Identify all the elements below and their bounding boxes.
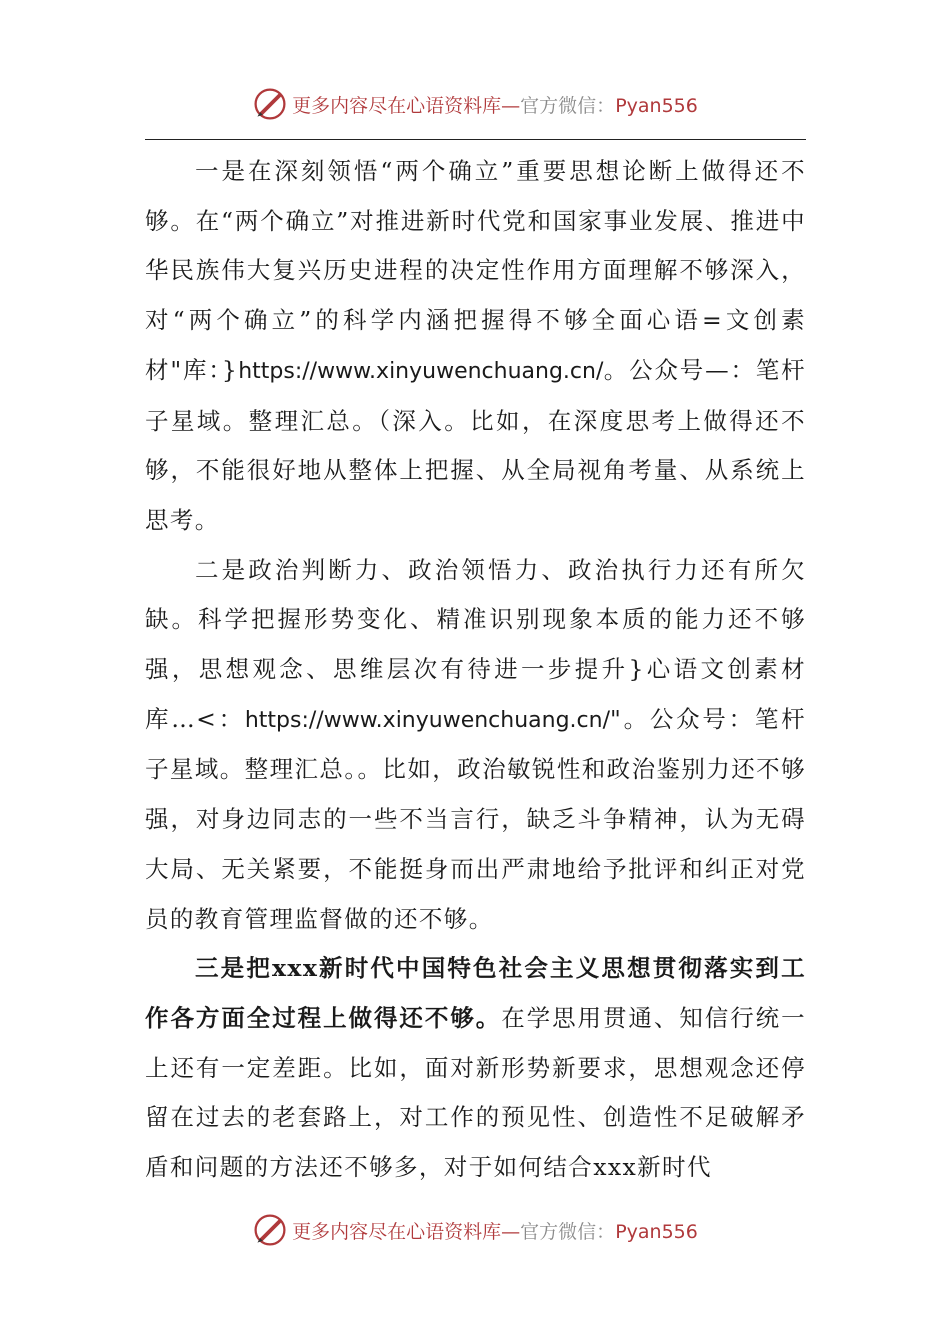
footer-banner — [0, 1210, 950, 1250]
paragraph-1: 一是在深刻领悟“两个确立”重要思想论断上做得还不够。在“两个确立”对推进新时代党和国家事业发展、推进中华民族伟大复兴历史进程的决定性作用方面理解不够深入，对“两个确立”的科学内涵把握得不够全面心语=文创素材"库：}https://www.xinyuwenchuang.cn/。公众号—：笔杆子星域。整理汇总。（深入。比如，在深度思考上做得还不够，不能很好地从整体上把握、从全局视角考量、从系统上思考。 — [145, 157, 807, 534]
pen-logo-icon — [252, 86, 288, 122]
link-url[interactable]: https://www.xinyuwenchuang.cn/ — [238, 358, 604, 384]
link-url[interactable]: https://www.xinyuwenchuang.cn/ — [244, 707, 610, 733]
footer-banner-text: 更多内容尽在心语资料库—官方微信：Pyan556 — [292, 1220, 698, 1243]
paragraph-2: 二是政治判断力、政治领悟力、政治执行力还有所欠缺。科学把握形势变化、精准识别现象本质的能力还不够强，思想观念、思维层次有待进一步提升}心语文创素材库…<：https://www.xinyuwenchuang.cn/"。公众号：笔杆子星域。整理汇总。。比如，政治敏锐性和政治鉴别力还不够强，对身边同志的一些不当言行，缺乏斗争精神，认为无碍大局、无关紧要，不能挺身而出严肃地给予批评和纠正对党员的教育管理监督做的还不够。 — [145, 555, 806, 933]
paragraph-3-heading: 三是把xxx新时代中国特色社会主义思想贯彻落实到工作各方面全过程上做得还不够。 — [145, 954, 806, 1032]
document-body — [145, 147, 806, 1193]
header-banner-text: 更多内容尽在心语资料库—官方微信：Pyan556 — [292, 94, 698, 117]
header-divider — [145, 139, 806, 140]
paragraph-3: 三是把xxx新时代中国特色社会主义思想贯彻落实到工作各方面全过程上做得还不够。在学思用贯通、知信行统一上还有一定差距。比如，面对新形势新要求，思想观念还停留在过去的老套路上，对工作的预见性、创造性不足破解矛盾和问题的方法还不够多，对于如何结合xxx新时代 — [145, 954, 806, 1182]
header-banner — [0, 84, 950, 124]
pen-logo-icon — [252, 1212, 288, 1248]
